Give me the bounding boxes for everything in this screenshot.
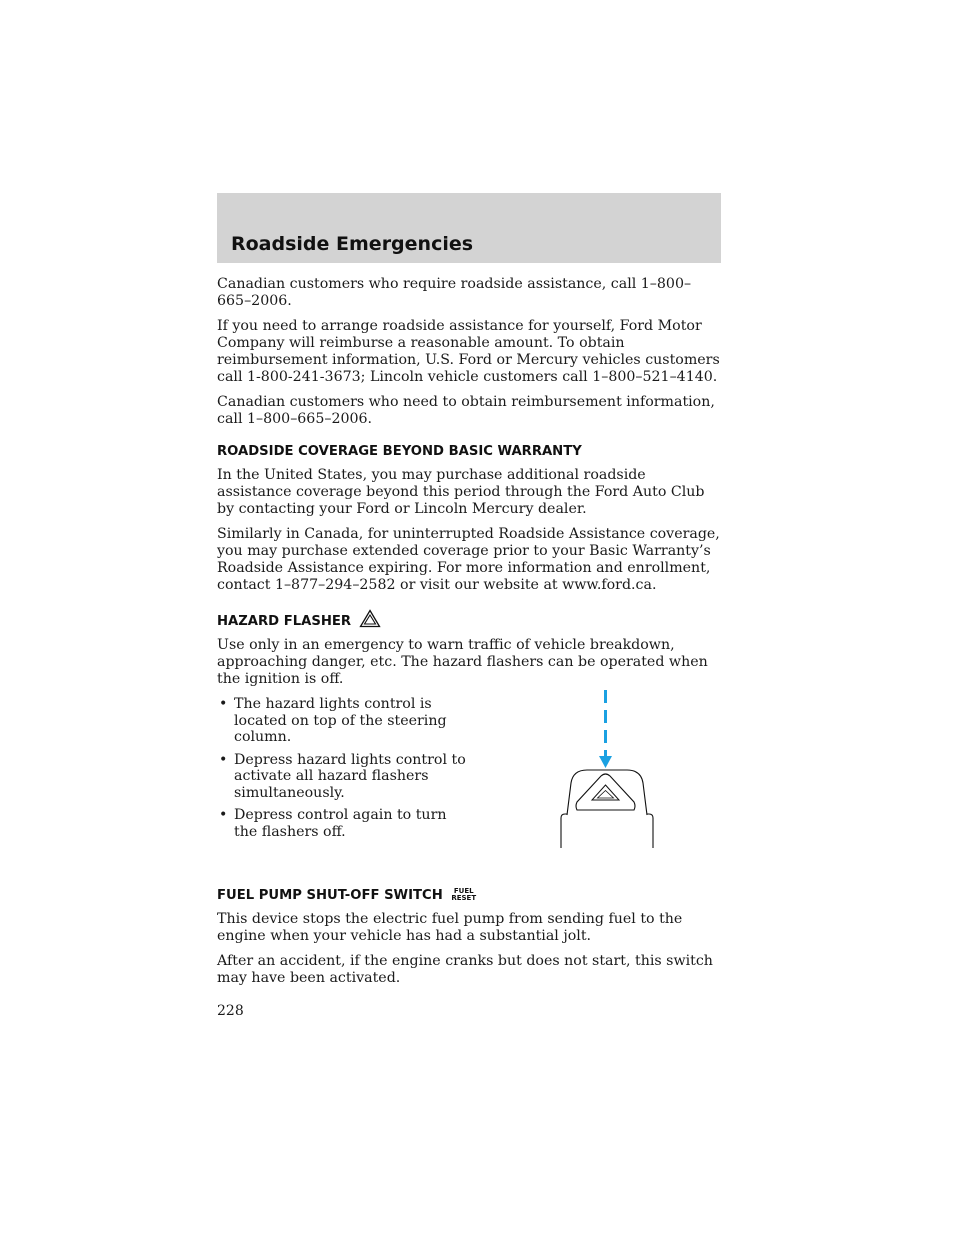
- hazard-bullets-row: [217, 696, 723, 872]
- hazard-bullet-list: [217, 696, 467, 840]
- section-header-band: [217, 193, 721, 263]
- hazard-switch-illustration: [557, 688, 657, 852]
- hazard-triangle-icon: [359, 609, 381, 628]
- fuel-heading: [217, 887, 723, 904]
- page-content: [217, 276, 723, 1019]
- arrow-head: [599, 756, 612, 768]
- fuel-heading-text: FUEL PUMP SHUT-OFF SWITCH: [217, 888, 443, 903]
- intro-paragraph-2: If you need to arrange roadside assistance for yourself, Ford Motor Company will reimburse a reasonable amount. To obtain reimbursement information, U.S. Ford or Mercury vehicles customers call 1-800-241-3673; Lincoln vehicle customers call 1–800–521–4140.: [217, 318, 720, 385]
- list-item: • Depress hazard lights control to activate all hazard flashers simultaneously.: [217, 752, 467, 802]
- fuel-icon-line-2: RESET: [451, 894, 477, 902]
- coverage-paragraph-2: Similarly in Canada, for uninterrupted Roadside Assistance coverage, you may purchase extended coverage prior to your Basic Warranty’s Roadside Assistance expiring. For more information and enrollment, contact 1–877–294–2582 or visit our website at www.ford.ca.: [217, 526, 720, 593]
- fuel-paragraph-1: This device stops the electric fuel pump from sending fuel to the engine when your vehicle has had a substantial jolt.: [217, 911, 683, 944]
- hazard-paragraph-1: Use only in an emergency to warn traffic of vehicle breakdown, approaching danger, etc. The hazard flashers can be operated when the ignition is off.: [217, 637, 708, 687]
- hazard-heading-text: HAZARD FLASHER: [217, 614, 352, 629]
- fuel-icon-line-1: FUEL: [453, 887, 474, 895]
- hazard-heading: [217, 609, 723, 630]
- fuel-paragraph-2: After an accident, if the engine cranks but does not start, this switch may have been activated.: [217, 953, 713, 986]
- section-title: Roadside Emergencies: [231, 233, 474, 255]
- page-number: 228: [217, 1003, 244, 1019]
- intro-paragraph-1: Canadian customers who require roadside assistance, call 1–800–665–2006.: [217, 276, 692, 309]
- coverage-heading: ROADSIDE COVERAGE BEYOND BASIC WARRANTY: [217, 444, 582, 459]
- intro-paragraph-3: Canadian customers who need to obtain reimbursement information, call 1–800–665–2006.: [217, 394, 715, 427]
- list-item: • Depress control again to turn the flashers off.: [217, 807, 467, 840]
- coverage-paragraph-1: In the United States, you may purchase additional roadside assistance coverage beyond this period through the Ford Auto Club by contacting your Ford or Lincoln Mercury dealer.: [217, 467, 705, 517]
- switch-body: [561, 814, 653, 848]
- fuel-reset-icon: [451, 888, 476, 902]
- list-item: • The hazard lights control is located on top of the steering column.: [217, 696, 467, 746]
